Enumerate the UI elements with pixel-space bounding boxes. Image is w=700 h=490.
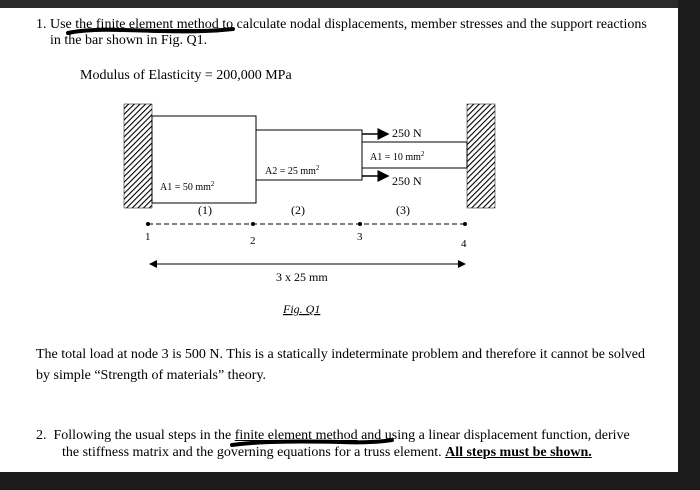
- paragraph-line-1: The total load at node 3 is 500 N. This is a statically indeterminate problem and therefore it cannot be solved: [36, 347, 645, 362]
- modulus-of-elasticity: Modulus of Elasticity = 200,000 MPa: [80, 68, 292, 83]
- paragraph-line-2: by simple “Strength of materials” theory.: [36, 368, 267, 383]
- element-label-2: (2): [291, 203, 305, 217]
- question-2-line-1: [36, 428, 630, 444]
- area-3-label: A1 = 10 $mm^2$: [370, 150, 425, 163]
- load-label-bottom: 250 N: [392, 174, 422, 188]
- node-label-3: 3: [357, 231, 363, 243]
- node-3-marker: [358, 222, 362, 226]
- node-label-1: 1: [145, 231, 151, 243]
- question-2-text-line2: the stiffness matrix and the governing equations for a truss element.: [62, 445, 442, 460]
- redacted-phrase-2: finite element method: [234, 428, 358, 443]
- node-label-4: 4: [461, 238, 467, 250]
- dimension-label: 3 x 25 mm: [276, 270, 328, 284]
- node-4-marker: [463, 222, 467, 226]
- load-label-top: 250 N: [392, 126, 422, 140]
- right-wall-support: [467, 104, 495, 208]
- question-2-text-pre: Following the usual steps in the: [53, 428, 232, 443]
- question-1-text-post: to calculate nodal displacements, member stresses and the support reactions: [222, 17, 647, 32]
- redacted-phrase: finite element method: [95, 17, 219, 32]
- question-2-line-2: [62, 445, 592, 461]
- area-1-label: A1 = 50 $mm^2$: [160, 180, 215, 193]
- question-1-number: 1.: [36, 17, 47, 32]
- area-2-label: A2 = 25 $mm^2$: [265, 164, 320, 177]
- left-wall-support: [124, 104, 152, 208]
- photo-edge-bottom: [0, 472, 700, 490]
- figure-caption: Fig. Q1: [283, 302, 321, 316]
- element-label-1: (1): [198, 203, 212, 217]
- node-2-marker: [251, 222, 255, 226]
- node-1-marker: [146, 222, 150, 226]
- element-label-3: (3): [396, 203, 410, 217]
- question-2-text-post: and using a linear displacement function, derive: [361, 428, 630, 443]
- question-2-number: 2.: [36, 428, 47, 443]
- ink-scribble-1: [68, 29, 233, 33]
- emphasis-all-steps: All steps must be shown.: [445, 445, 592, 460]
- node-label-2: 2: [250, 235, 256, 247]
- photo-edge-right: [678, 0, 700, 490]
- question-1-line-2: in the bar shown in Fig. Q1.: [50, 33, 208, 48]
- question-1-text-pre: Use the: [50, 17, 93, 32]
